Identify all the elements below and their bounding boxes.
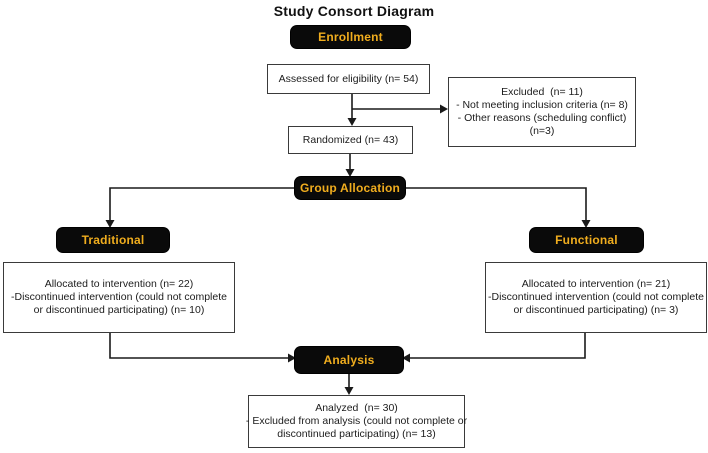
randomized-text: Randomized (n= 43) xyxy=(302,133,399,146)
excluded-line: (n=3) xyxy=(529,125,555,137)
arrowhead-down-traditional xyxy=(106,220,115,228)
line-functional-to-analysis xyxy=(409,331,585,358)
stage-functional xyxy=(530,228,643,252)
excluded-line: - Other reasons (scheduling conflict) xyxy=(457,112,627,124)
stage-enrollment-label: Enrollment xyxy=(318,30,383,44)
traditional-allocation-line: -Discontinued intervention (could not complete xyxy=(11,291,227,303)
analyzed-line: Analyzed (n= 30) xyxy=(315,402,398,414)
box-randomized xyxy=(288,126,413,154)
line-group-allocation-to-functional xyxy=(405,188,586,220)
stage-functional-label: Functional xyxy=(555,233,618,247)
line-traditional-to-analysis xyxy=(110,331,289,358)
analyzed-line: - Excluded from analysis (could not complete or xyxy=(245,415,468,427)
arrowhead-down-group-allocation xyxy=(346,169,355,177)
excluded-line: Excluded (n= 11) xyxy=(501,86,583,98)
functional-allocation-line: Allocated to intervention (n= 21) xyxy=(521,278,671,290)
stage-traditional xyxy=(57,228,169,252)
box-functional-allocation xyxy=(485,262,707,333)
arrowhead-down-functional xyxy=(582,220,591,228)
stage-group-allocation-label: Group Allocation xyxy=(299,181,401,195)
functional-allocation-line: -Discontinued intervention (could not complete xyxy=(488,291,704,303)
box-assessed-eligibility xyxy=(267,64,430,94)
arrowhead-down-analyzed xyxy=(345,387,354,395)
traditional-allocation-line: or discontinued participating) (n= 10) xyxy=(33,304,205,316)
analyzed-line: discontinued participating) (n= 13) xyxy=(277,428,436,440)
stage-traditional-label: Traditional xyxy=(81,233,145,247)
line-group-allocation-to-traditional xyxy=(110,188,295,222)
stage-enrollment xyxy=(291,26,410,48)
functional-allocation-line: or discontinued participating) (n= 3) xyxy=(513,304,679,316)
box-analyzed xyxy=(245,395,468,448)
diagram-title: Study Consort Diagram xyxy=(273,3,435,19)
traditional-allocation-line: Allocated to intervention (n= 22) xyxy=(44,278,194,290)
stage-group-allocation xyxy=(295,177,405,199)
arrowhead-down-randomized xyxy=(348,118,357,126)
arrowhead-left-analysis xyxy=(402,354,410,363)
stage-analysis xyxy=(295,347,403,373)
assessed-text: Assessed for eligibility (n= 54) xyxy=(278,72,419,85)
box-traditional-allocation xyxy=(3,262,235,333)
stage-analysis-label: Analysis xyxy=(323,353,375,367)
excluded-line: - Not meeting inclusion criteria (n= 8) xyxy=(456,99,628,111)
box-excluded xyxy=(448,77,636,147)
arrowhead-right-excluded xyxy=(440,105,448,114)
